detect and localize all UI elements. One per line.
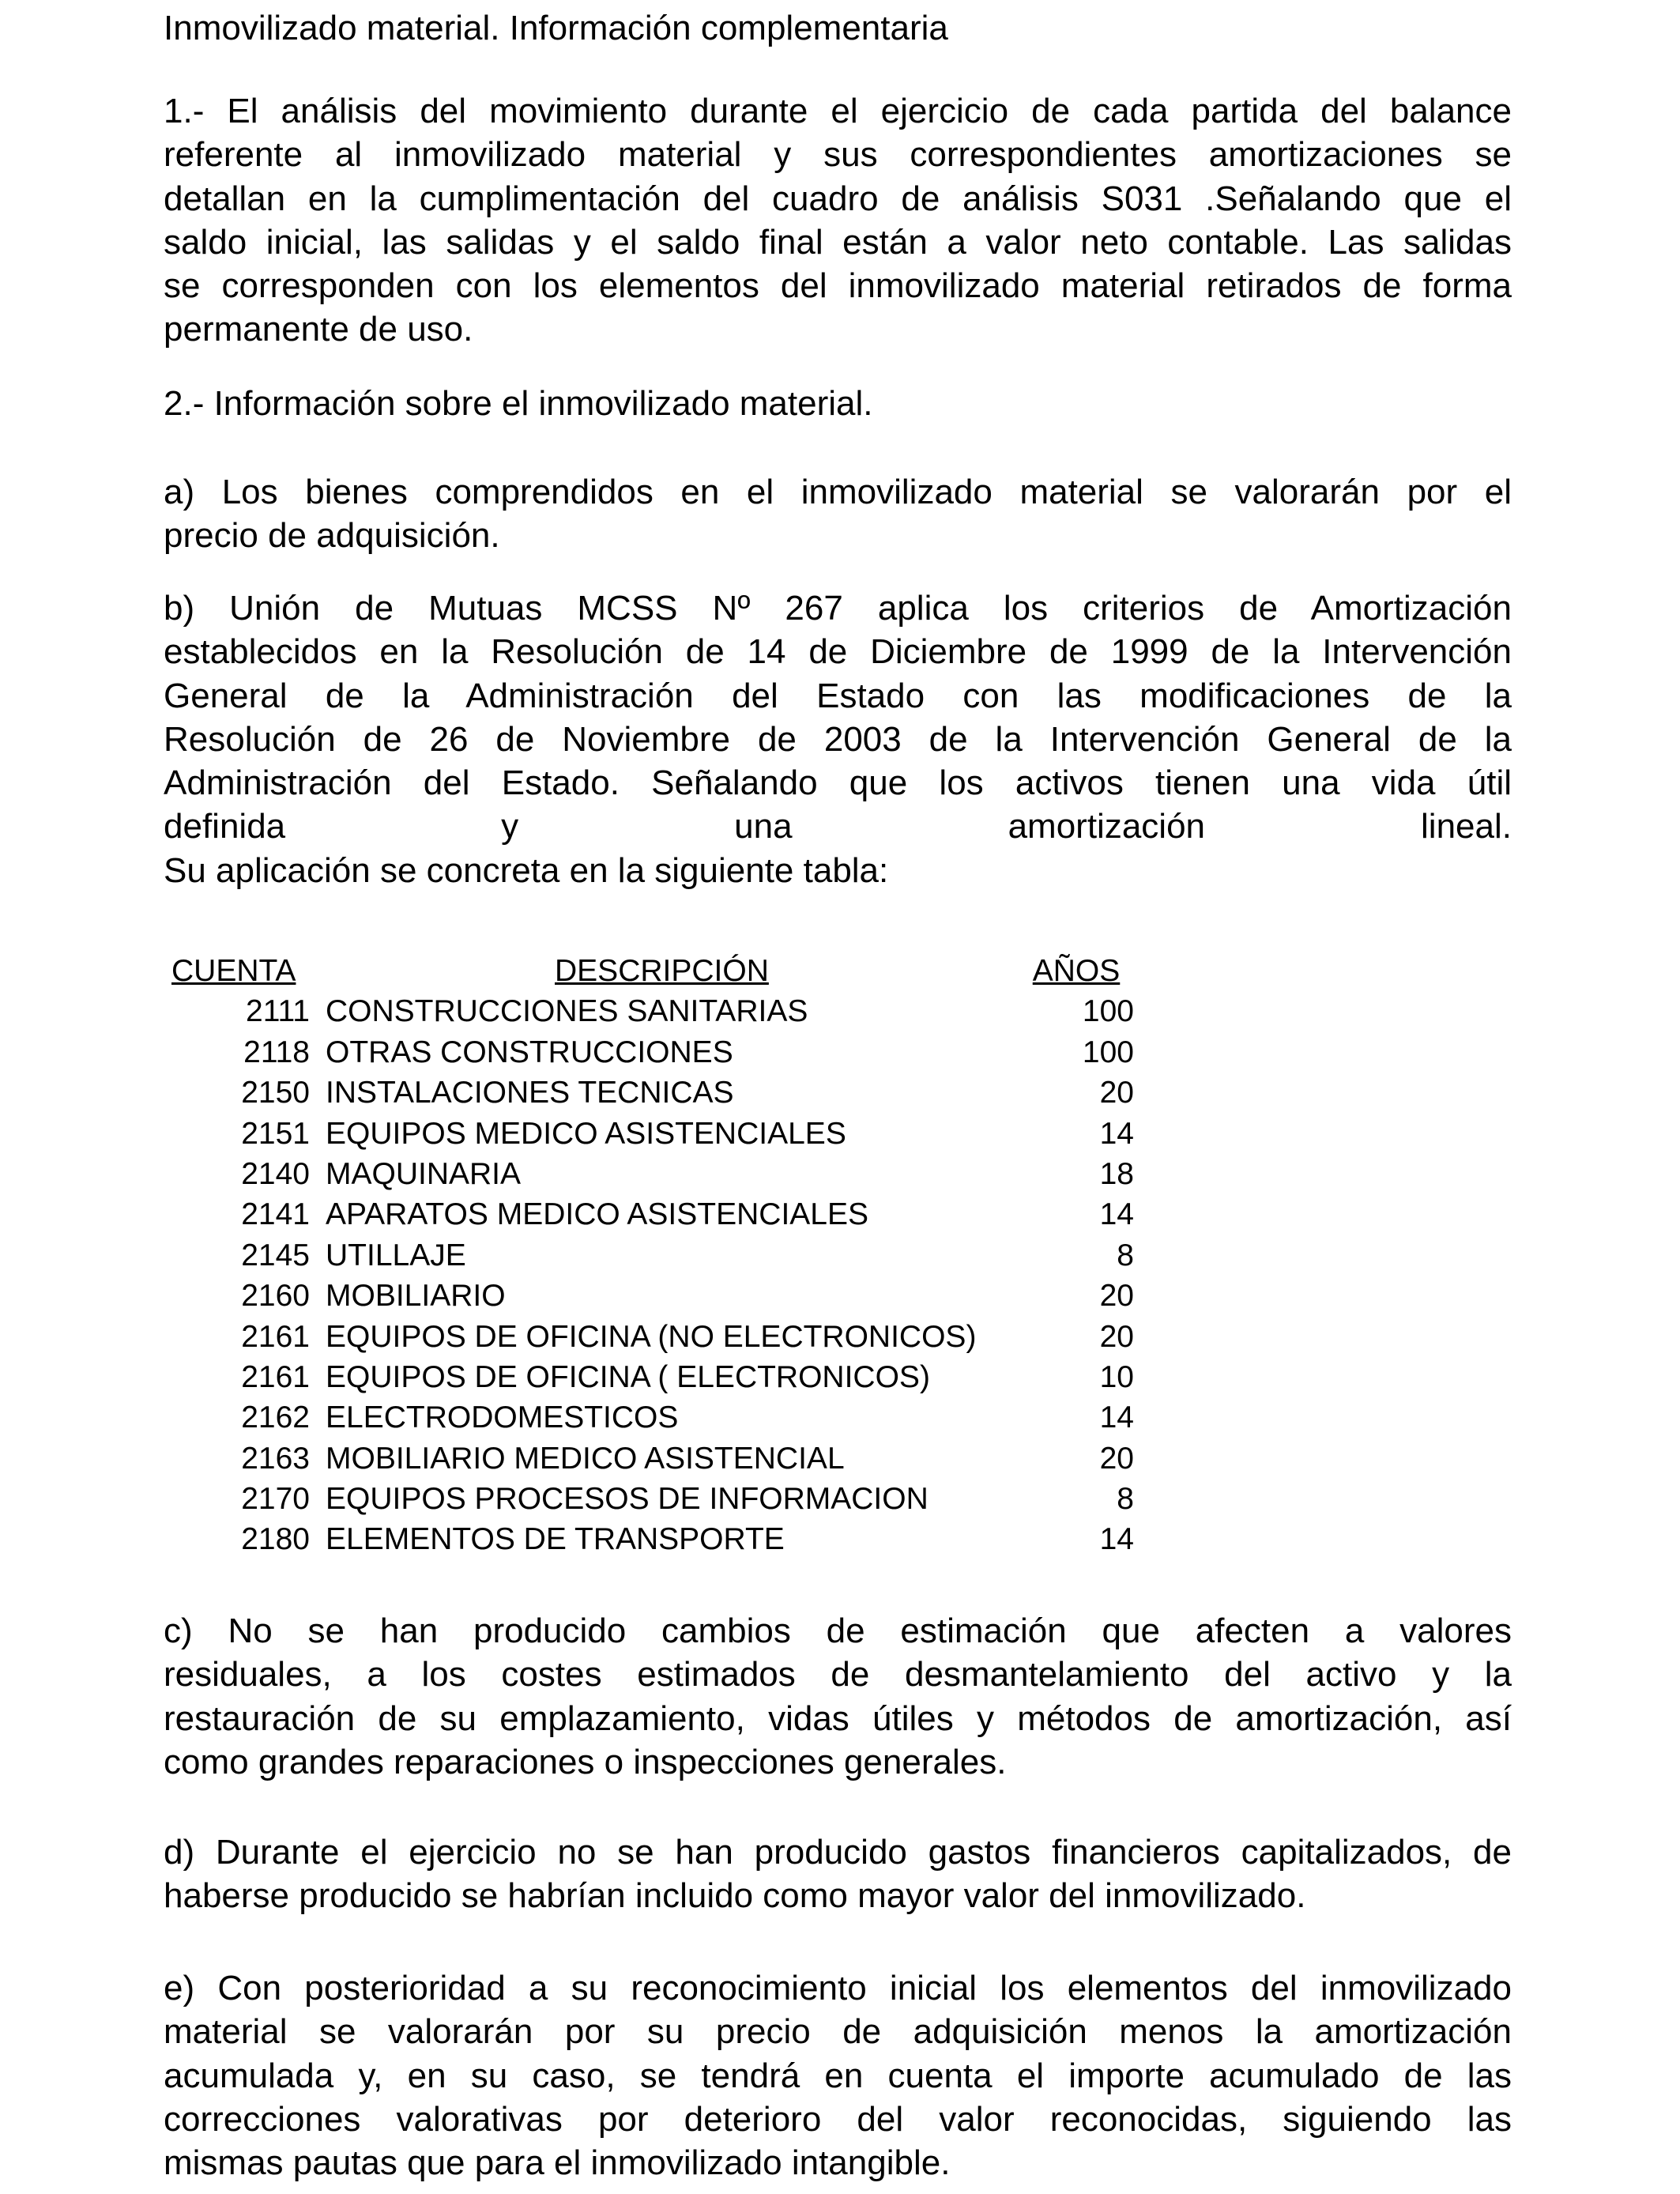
cell-descripcion: MOBILIARIO [326, 1279, 506, 1314]
cell-descripcion: EQUIPOS PROCESOS DE INFORMACION [326, 1482, 929, 1517]
paragraph-1 [164, 89, 1512, 352]
cell-cuenta: 2145 [241, 1238, 310, 1272]
cell-descripcion: APARATOS MEDICO ASISTENCIALES [326, 1197, 869, 1232]
paragraph-line: General de la Administración del Estado con las modificaciones de la [164, 676, 1512, 715]
cell-anios: 10 [1099, 1359, 1134, 1394]
paragraph-line: acumulada y, en su caso, se tendrá en cuenta el importe acumulado de las [164, 2056, 1512, 2095]
paragraph-c [164, 1609, 1512, 1784]
cell-cuenta: 2162 [241, 1400, 310, 1435]
cell-descripcion: EQUIPOS MEDICO ASISTENCIALES [326, 1116, 846, 1151]
paragraph-line: d) Durante el ejercicio no se han producido gastos financieros capitalizados, de [164, 1833, 1512, 1872]
cell-cuenta: 2141 [241, 1197, 310, 1232]
paragraph-line: Resolución de 26 de Noviembre de 2003 de la Intervención General de la [164, 719, 1512, 759]
paragraph-a [164, 470, 1512, 558]
cell-descripcion: EQUIPOS DE OFICINA (NO ELECTRONICOS) [326, 1319, 977, 1354]
paragraph-line: precio de adquisición. [164, 516, 500, 556]
table-header-row [164, 951, 1136, 991]
paragraph-line: e) Con posterioridad a su reconocimiento inicial los elementos del inmovilizado [164, 1969, 1512, 2007]
cell-anios: 20 [1099, 1279, 1134, 1314]
table-row [164, 1317, 1136, 1357]
cell-cuenta: 2161 [241, 1359, 310, 1394]
cell-descripcion: OTRAS CONSTRUCCIONES [326, 1035, 733, 1069]
cell-anios: 8 [1117, 1482, 1134, 1517]
paragraph-line: establecidos en la Resolución de 14 de Diciembre de 1999 de la Intervención [164, 632, 1512, 672]
table-row [164, 1194, 1136, 1235]
header-anios: AÑOS [1032, 954, 1121, 988]
cell-anios: 14 [1099, 1522, 1134, 1557]
cell-anios: 8 [1117, 1238, 1134, 1272]
cell-descripcion: ELEMENTOS DE TRANSPORTE [326, 1522, 785, 1557]
table-row [164, 1519, 1136, 1559]
paragraph-line: referente al inmovilizado material y sus correspondientes amortizaciones se [164, 135, 1512, 175]
paragraph-e [164, 1966, 1512, 2185]
cell-anios: 18 [1099, 1156, 1134, 1191]
cell-cuenta: 2151 [241, 1116, 310, 1151]
cell-descripcion: MAQUINARIA [326, 1156, 522, 1191]
cell-anios: 20 [1099, 1076, 1134, 1110]
paragraph-line: mismas pautas que para el inmovilizado intangible. [164, 2143, 951, 2183]
table-row [164, 1276, 1136, 1316]
paragraph-line: detallan en la cumplimentación del cuadro de análisis S031 .Señalando que el [164, 179, 1512, 218]
table-row [164, 1235, 1136, 1276]
cell-anios: 100 [1082, 994, 1134, 1029]
table-row [164, 1479, 1136, 1519]
cell-anios: 14 [1099, 1116, 1134, 1151]
paragraph-line: residuales, a los costes estimados de desmantelamiento del activo y la [164, 1655, 1512, 1695]
header-descripcion: DESCRIPCIÓN [555, 954, 769, 988]
table-row [164, 1114, 1136, 1154]
paragraph-line: permanente de uso. [164, 310, 473, 349]
paragraph-2-heading: 2.- Información sobre el inmovilizado material. [164, 384, 873, 423]
cell-anios: 20 [1099, 1319, 1134, 1354]
paragraph-line: 1.- El análisis del movimiento durante el ejercicio de cada partida del balance [164, 92, 1512, 130]
cell-cuenta: 2150 [241, 1076, 310, 1110]
cell-cuenta: 2180 [241, 1522, 310, 1557]
cell-cuenta: 2163 [241, 1441, 310, 1476]
header-cuenta: CUENTA [171, 954, 296, 988]
paragraph-line: se corresponden con los elementos del inmovilizado material retirados de forma [164, 266, 1512, 306]
cell-cuenta: 2170 [241, 1482, 310, 1517]
cell-descripcion: CONSTRUCCIONES SANITARIAS [326, 994, 808, 1029]
paragraph-line: a) Los bienes comprendidos en el inmovilizado material se valorarán por el [164, 473, 1512, 511]
cell-anios: 14 [1099, 1197, 1134, 1232]
paragraph-line: c) No se han producido cambios de estimación que afecten a valores [164, 1612, 1512, 1650]
cell-descripcion: MOBILIARIO MEDICO ASISTENCIAL [326, 1441, 845, 1476]
table-row [164, 991, 1136, 1031]
cell-anios: 20 [1099, 1441, 1134, 1476]
cell-cuenta: 2140 [241, 1156, 310, 1191]
paragraph-line: b) Unión de Mutuas MCSS Nº 267 aplica los criterios de Amortización [164, 589, 1512, 628]
paragraph-line: material se valorarán por su precio de adquisición menos la amortización [164, 2012, 1512, 2052]
table-row [164, 1438, 1136, 1479]
paragraph-line: restauración de su emplazamiento, vidas útiles y métodos de amortización, así [164, 1698, 1512, 1738]
paragraph-line: definida y una amortización lineal. [164, 807, 1512, 846]
page-title: Inmovilizado material. Información complementaria [164, 9, 948, 47]
cell-anios: 100 [1082, 1035, 1134, 1069]
cell-cuenta: 2161 [241, 1319, 310, 1354]
paragraph-b [164, 586, 1512, 892]
paragraph-line: Su aplicación se concreta en la siguiente tabla: [164, 850, 889, 890]
cell-descripcion: EQUIPOS DE OFICINA ( ELECTRONICOS) [326, 1359, 930, 1394]
table-row [164, 1032, 1136, 1072]
paragraph-line: haberse producido se habrían incluido como mayor valor del inmovilizado. [164, 1876, 1306, 1916]
paragraph-line: correcciones valorativas por deterioro del valor reconocidas, siguiendo las [164, 2099, 1512, 2139]
paragraph-line: saldo inicial, las salidas y el saldo final están a valor neto contable. Las salidas [164, 222, 1512, 262]
cell-descripcion: INSTALACIONES TECNICAS [326, 1076, 734, 1110]
cell-descripcion: UTILLAJE [326, 1238, 466, 1272]
cell-cuenta: 2160 [241, 1279, 310, 1314]
cell-anios: 14 [1099, 1400, 1134, 1435]
paragraph-line: como grandes reparaciones o inspecciones generales. [164, 1742, 1007, 1781]
paragraph-line: Administración del Estado. Señalando que los activos tienen una vida útil [164, 763, 1512, 803]
amortization-table [164, 951, 1136, 1560]
cell-cuenta: 2111 [246, 994, 310, 1029]
table-row [164, 1397, 1136, 1438]
paragraph-d [164, 1830, 1512, 1918]
table-body [164, 991, 1136, 1559]
table-row [164, 1357, 1136, 1397]
table-row [164, 1072, 1136, 1113]
cell-cuenta: 2118 [243, 1035, 310, 1069]
table-row [164, 1154, 1136, 1194]
cell-descripcion: ELECTRODOMESTICOS [326, 1400, 679, 1435]
